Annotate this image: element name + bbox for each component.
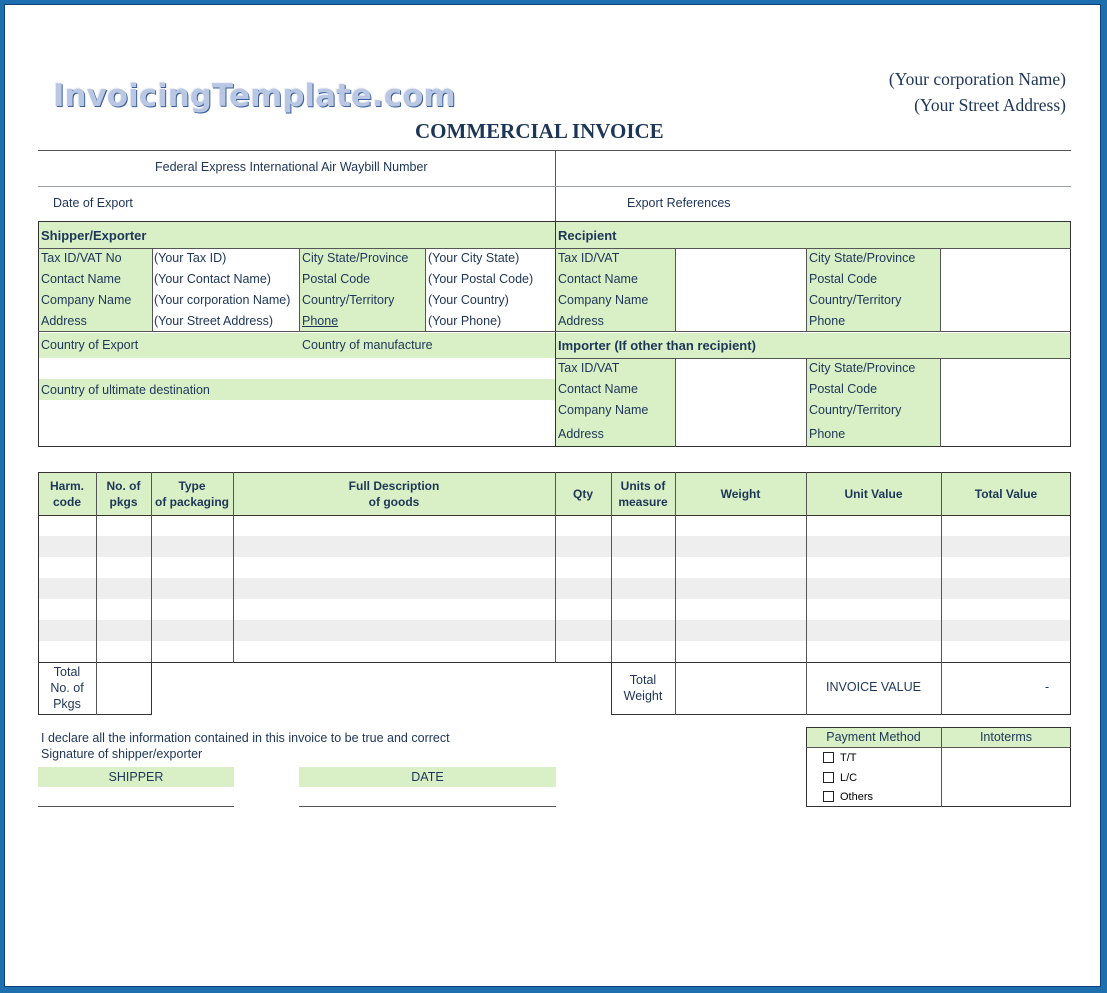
shipper-postal-label: Postal Code: [302, 272, 371, 286]
page-title: COMMERCIAL INVOICE: [415, 119, 664, 143]
recipient-header: Recipient: [558, 228, 617, 243]
shipper-contact-label: Contact Name: [41, 272, 121, 286]
divider: [675, 662, 676, 715]
col-type-of-packaging: Type of packaging: [154, 479, 229, 509]
divider: [299, 248, 300, 331]
shipper-phone-value[interactable]: (Your Phone): [428, 314, 502, 328]
importer-tax-label: Tax ID/VAT: [558, 361, 620, 375]
payment-method-header: Payment Method: [826, 730, 921, 744]
corporation-name: (Your corporation Name): [888, 69, 1066, 89]
divider: [940, 358, 941, 447]
shipper-address-value[interactable]: (Your Street Address): [154, 314, 274, 328]
divider: [941, 662, 942, 715]
col-total-value: Total Value: [974, 487, 1038, 501]
recipient-city-label: City State/Province: [809, 251, 916, 265]
invoice-value[interactable]: -: [1045, 680, 1050, 694]
shipper-phone-label: Phone: [302, 314, 339, 328]
recipient-phone-label: Phone: [809, 314, 846, 328]
col-no-of-pkgs: No. of pkgs: [106, 479, 141, 509]
col-harm-code: Harm. code: [49, 479, 84, 509]
tt-label: T/T: [840, 752, 857, 764]
shipper-tax-value[interactable]: (Your Tax ID): [154, 251, 227, 265]
col-qty: Qty: [572, 487, 593, 501]
country-of-export-label: Country of Export: [41, 338, 139, 352]
recipient-tax-label: Tax ID/VAT: [558, 251, 620, 265]
divider: [555, 221, 556, 447]
shipper-tax-label: Tax ID/VAT No: [41, 251, 122, 265]
shipper-contact-value[interactable]: (Your Contact Name): [154, 272, 271, 286]
col-unit-value: Unit Value: [844, 487, 903, 501]
shipper-company-label: Company Name: [41, 293, 132, 307]
importer-header: Importer (If other than recipient): [558, 338, 756, 353]
divider: [675, 358, 676, 447]
shipper-company-value[interactable]: (Your corporation Name): [154, 293, 291, 307]
shipper-signature-label: SHIPPER: [38, 767, 234, 787]
divider: [38, 248, 1071, 249]
importer-contact-label: Contact Name: [558, 382, 638, 396]
street-address: (Your Street Address): [914, 95, 1066, 115]
date-label: DATE: [299, 767, 556, 787]
divider: [152, 248, 153, 331]
divider: [96, 662, 97, 715]
total-pkgs-label: Total No. of Pkgs: [50, 665, 84, 711]
others-label: Others: [840, 791, 874, 803]
country-of-manufacture-label: Country of manufacture: [302, 338, 433, 352]
col-units-of-measure: Units of measure: [618, 479, 668, 509]
tt-checkbox[interactable]: [823, 752, 834, 763]
divider: [38, 331, 1071, 332]
recipient-company-label: Company Name: [558, 293, 649, 307]
shipper-header: Shipper/Exporter: [41, 228, 147, 243]
date-signature-line[interactable]: [299, 806, 556, 807]
country-of-destination-label: Country of ultimate destination: [41, 383, 210, 397]
importer-postal-label: Postal Code: [809, 382, 878, 396]
lc-label: L/C: [840, 772, 858, 784]
importer-city-label: City State/Province: [809, 361, 916, 375]
divider: [675, 248, 676, 331]
total-weight-label: Total Weight: [623, 673, 663, 703]
shipper-country-label: Country/Territory: [302, 293, 395, 307]
divider: [556, 358, 1071, 359]
shipper-address-label: Address: [41, 314, 87, 328]
recipient-contact-label: Contact Name: [558, 272, 638, 286]
importer-company-label: Company Name: [558, 403, 649, 417]
importer-phone-label: Phone: [809, 427, 846, 441]
divider: [806, 248, 807, 331]
export-references-label: Export References: [627, 196, 731, 210]
recipient-country-label: Country/Territory: [809, 293, 902, 307]
shipper-city-value[interactable]: (Your City State): [428, 251, 520, 265]
lc-checkbox[interactable]: [823, 772, 834, 783]
recipient-postal-label: Postal Code: [809, 272, 878, 286]
date-of-export-label: Date of Export: [53, 196, 133, 210]
col-full-description: Full Description of goods: [348, 479, 440, 509]
waybill-label: Federal Express International Air Waybill Number: [155, 160, 428, 174]
invoice-sheet: [4, 4, 1101, 987]
declaration-text: I declare all the information contained in this invoice to be true and correct: [41, 731, 450, 745]
shipper-city-label: City State/Province: [302, 251, 409, 265]
divider: [425, 248, 426, 331]
recipient-address-label: Address: [558, 314, 604, 328]
recipient-header-bg: [556, 222, 1070, 248]
signature-label: Signature of shipper/exporter: [41, 747, 203, 761]
shipper-country-value[interactable]: (Your Country): [428, 293, 509, 307]
shipper-postal-value[interactable]: (Your Postal Code): [428, 272, 534, 286]
divider: [806, 358, 807, 447]
invoice-value-label: INVOICE VALUE: [826, 680, 921, 694]
col-weight: Weight: [720, 487, 761, 501]
incoterms-header: Intoterms: [979, 730, 1033, 744]
importer-country-label: Country/Territory: [809, 403, 902, 417]
divider: [38, 186, 1071, 187]
divider: [940, 248, 941, 331]
logo: InvoicingTemplate.com: [53, 78, 456, 114]
others-checkbox[interactable]: [823, 791, 834, 802]
shipper-signature-line[interactable]: [38, 806, 234, 807]
divider: [806, 747, 1071, 748]
importer-address-label: Address: [558, 427, 604, 441]
